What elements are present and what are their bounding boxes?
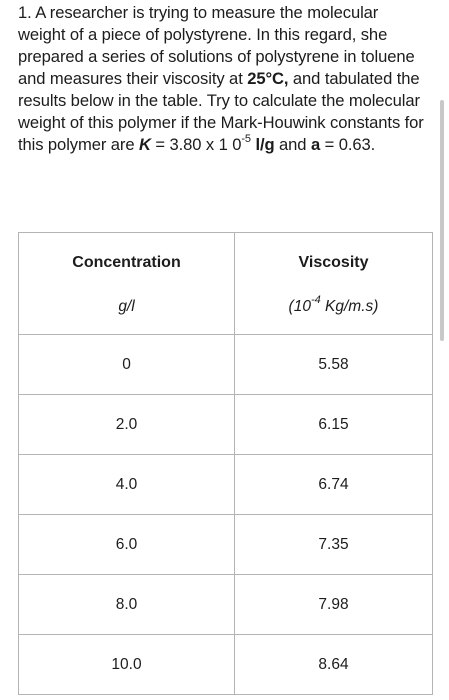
viscosity-unit-prefix: (10	[288, 297, 311, 315]
concentration-header: Concentration	[72, 253, 181, 271]
viscosity-cell: 6.15	[235, 395, 433, 455]
viscosity-header: Viscosity	[298, 253, 369, 271]
viscosity-cell: 6.74	[235, 455, 433, 515]
table-row	[19, 635, 433, 695]
viscosity-cell: 7.35	[235, 515, 433, 575]
viscosity-cell: 8.64	[235, 635, 433, 695]
scrollbar-thumb[interactable]	[440, 100, 444, 341]
viscosity-unit-suffix: Kg/m.s)	[320, 297, 379, 315]
concentration-cell: 6.0	[19, 515, 235, 575]
concentration-unit: g/l	[118, 297, 135, 315]
table-header-row	[19, 233, 433, 335]
concentration-cell: 0	[19, 335, 235, 395]
k-unit: l/g	[250, 135, 275, 154]
concentration-header-cell	[19, 233, 235, 335]
k-symbol: K	[138, 135, 151, 154]
viscosity-cell: 5.58	[235, 335, 433, 395]
concentration-cell: 10.0	[19, 635, 235, 695]
a-symbol: a	[310, 135, 321, 154]
a-value: = 0.63.	[320, 135, 376, 154]
viscosity-unit-exponent: -4	[310, 294, 321, 307]
concentration-cell: 4.0	[19, 455, 235, 515]
viscosity-cell: 7.98	[235, 575, 433, 635]
table-row	[19, 395, 433, 455]
table-row	[19, 455, 433, 515]
k-exponent: -5	[241, 133, 251, 146]
viscosity-table	[18, 232, 433, 695]
concentration-cell: 2.0	[19, 395, 235, 455]
viscosity-unit	[235, 294, 432, 316]
and-text: and	[274, 135, 311, 154]
question-intro: 1. A researcher is trying to measure the molecular weight of a piece of polystyrene. In this regard, she prepared a series of solutions of polystyrene in toluene and measures their viscosity at	[18, 3, 415, 88]
table-row	[19, 575, 433, 635]
viscosity-header-cell	[235, 233, 433, 335]
concentration-cell: 8.0	[19, 575, 235, 635]
k-value: = 3.80 x 1 0	[150, 135, 242, 154]
table-row	[19, 335, 433, 395]
temperature-value: 25°C,	[247, 69, 289, 88]
question-body: and tabulated the results below in the table. Try to calculate the molecular weight of this polymer if the Mark-Houwink constants for this polymer are	[18, 69, 424, 154]
question-text	[18, 2, 430, 156]
table-row	[19, 515, 433, 575]
